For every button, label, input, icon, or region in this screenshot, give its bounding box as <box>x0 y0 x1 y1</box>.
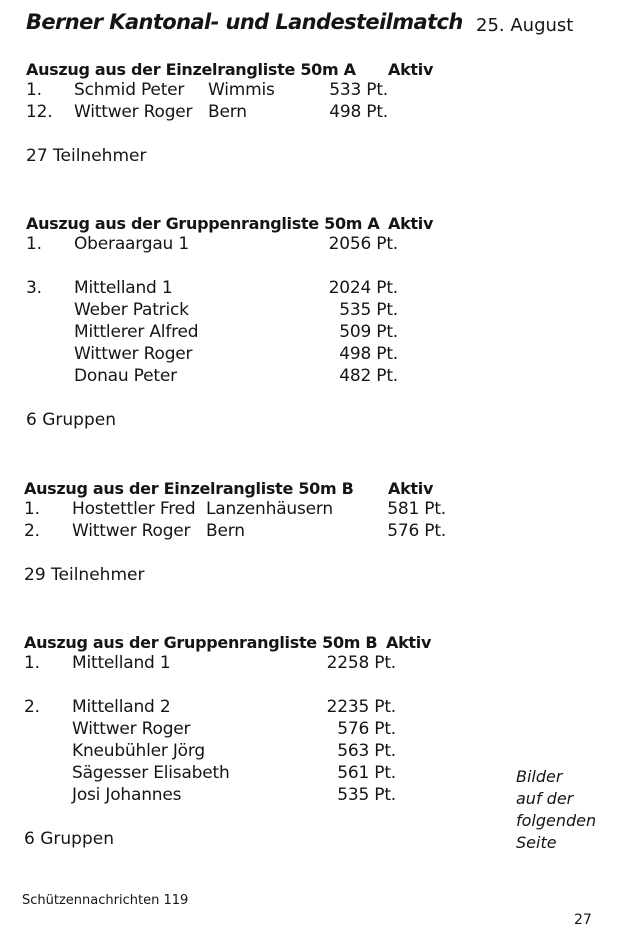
section-heading: Auszug aus der Einzelrangliste 50m B <box>24 479 354 498</box>
section-category: Aktiv <box>388 214 434 233</box>
points: 498 Pt. <box>329 102 388 122</box>
shooter-name: Hostettler Fred <box>72 499 196 519</box>
group-member-name: Wittwer Roger <box>74 344 193 364</box>
group-count: 6 Gruppen <box>24 829 114 849</box>
shooter-place: Bern <box>208 102 247 122</box>
side-note-line: Bilder <box>516 767 563 786</box>
shooter-name: Wittwer Roger <box>72 521 191 541</box>
points: 581 Pt. <box>387 499 446 519</box>
group-count: 6 Gruppen <box>26 410 116 430</box>
section-category: Aktiv <box>388 60 434 79</box>
points: 535 Pt. <box>337 785 396 805</box>
rank: 1. <box>24 653 40 673</box>
side-note-line: folgenden <box>516 811 597 830</box>
group-member-name: Sägesser Elisabeth <box>72 763 230 783</box>
points: 509 Pt. <box>339 322 398 342</box>
group-name: Mittelland 2 <box>72 697 171 717</box>
section-heading: Auszug aus der Gruppenrangliste 50m A <box>26 214 380 233</box>
footer-publication: Schützennachrichten 119 <box>22 893 189 908</box>
points: 533 Pt. <box>329 80 388 100</box>
points: 535 Pt. <box>339 300 398 320</box>
points: 482 Pt. <box>339 366 398 386</box>
points: 561 Pt. <box>337 763 396 783</box>
group-member-name: Josi Johannes <box>72 785 182 805</box>
points: 498 Pt. <box>339 344 398 364</box>
side-note-line: auf der <box>516 789 574 808</box>
side-note-line: Seite <box>516 833 557 852</box>
points: 2235 Pt. <box>326 697 396 717</box>
points: 563 Pt. <box>337 741 396 761</box>
page-title: Berner Kantonal- und Landesteilmatch <box>26 10 463 34</box>
shooter-name: Wittwer Roger <box>74 102 193 122</box>
page-number: 27 <box>574 912 592 928</box>
shooter-place: Wimmis <box>208 80 275 100</box>
shooter-name: Schmid Peter <box>74 80 185 100</box>
points: 2056 Pt. <box>328 234 398 254</box>
group-member-name: Kneubühler Jörg <box>72 741 205 761</box>
section-heading: Auszug aus der Gruppenrangliste 50m B <box>24 633 378 652</box>
shooter-place: Bern <box>206 521 245 541</box>
participant-count: 29 Teilnehmer <box>24 565 145 585</box>
rank: 3. <box>26 278 42 298</box>
rank: 2. <box>24 697 40 717</box>
rank: 2. <box>24 521 40 541</box>
points: 576 Pt. <box>387 521 446 541</box>
group-member-name: Mittlerer Alfred <box>74 322 199 342</box>
group-member-name: Donau Peter <box>74 366 177 386</box>
section-category: Aktiv <box>386 633 432 652</box>
rank: 1. <box>24 499 40 519</box>
points: 576 Pt. <box>337 719 396 739</box>
rank: 12. <box>26 102 53 122</box>
participant-count: 27 Teilnehmer <box>26 146 147 166</box>
shooter-place: Lanzenhäusern <box>206 499 333 519</box>
points: 2024 Pt. <box>328 278 398 298</box>
points: 2258 Pt. <box>326 653 396 673</box>
group-name: Mittelland 1 <box>74 278 173 298</box>
section-category: Aktiv <box>388 479 434 498</box>
group-name: Mittelland 1 <box>72 653 171 673</box>
group-member-name: Weber Patrick <box>74 300 189 320</box>
rank: 1. <box>26 234 42 254</box>
rank: 1. <box>26 80 42 100</box>
group-name: Oberaargau 1 <box>74 234 189 254</box>
section-heading: Auszug aus der Einzelrangliste 50m A <box>26 60 356 79</box>
group-member-name: Wittwer Roger <box>72 719 191 739</box>
event-date: 25. August <box>476 15 574 36</box>
